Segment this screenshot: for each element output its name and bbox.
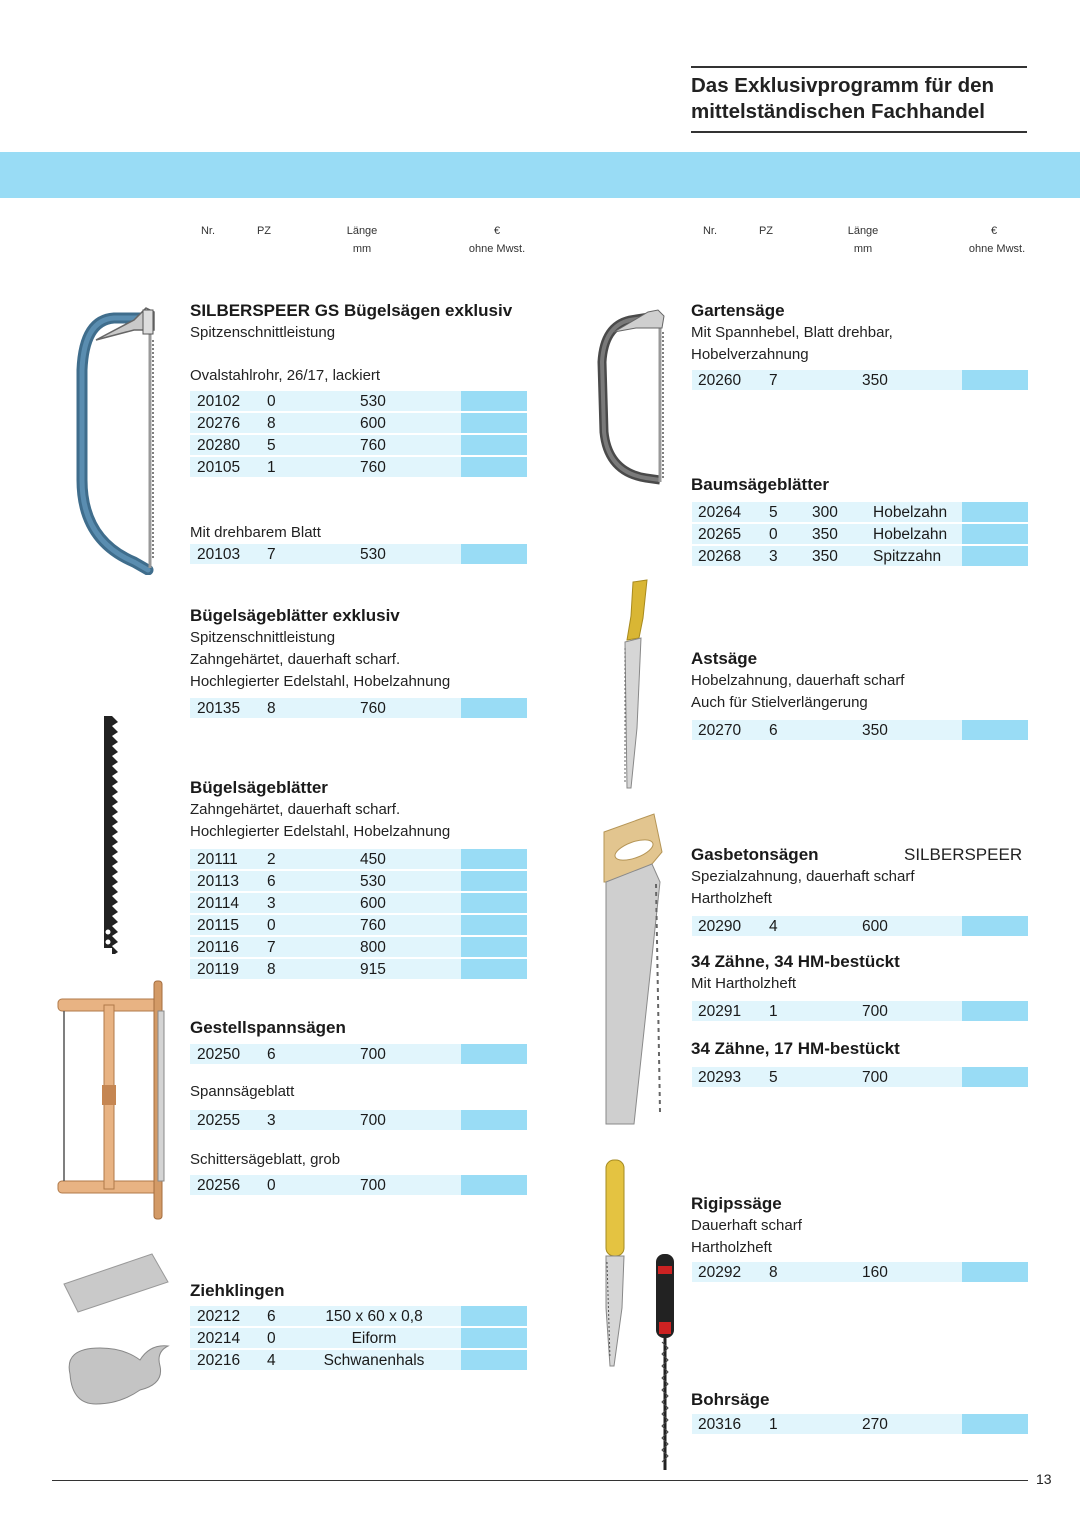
article-number: 20290 bbox=[698, 918, 742, 935]
pz-digit: 5 bbox=[769, 504, 778, 521]
article-number: 20293 bbox=[698, 1069, 742, 1086]
pz-digit: 4 bbox=[769, 918, 778, 935]
page-header bbox=[691, 66, 1027, 133]
length-value: 760 bbox=[360, 437, 386, 454]
length-value: 600 bbox=[360, 415, 386, 432]
article-number: 20214 bbox=[197, 1330, 241, 1347]
section-title: Gartensäge bbox=[691, 301, 785, 320]
product-row bbox=[692, 502, 1028, 522]
section-subtitle: Zahngehärtet, dauerhaft scharf. bbox=[190, 651, 401, 668]
scraper-rectangle-icon bbox=[60, 1250, 172, 1314]
length-value: 700 bbox=[360, 1046, 386, 1063]
header-line-2: mittelständischen Fachhandel bbox=[691, 100, 985, 123]
col-header-ohne-mwst-right: ohne Mwst. bbox=[968, 243, 1026, 255]
article-number: 20256 bbox=[197, 1177, 241, 1194]
price-cell bbox=[461, 1350, 527, 1370]
product-row bbox=[692, 916, 1028, 936]
length-value: 530 bbox=[360, 393, 386, 410]
pz-digit: 8 bbox=[769, 1264, 778, 1281]
product-row bbox=[692, 1262, 1028, 1282]
section-title: Bügelsägeblätter exklusiv bbox=[190, 606, 400, 625]
page-number: 13 bbox=[1036, 1471, 1052, 1487]
price-cell bbox=[461, 413, 527, 433]
length-value: 800 bbox=[360, 939, 386, 956]
product-row bbox=[190, 937, 527, 957]
article-number: 20260 bbox=[698, 372, 742, 389]
col-header-laenge-left: Länge bbox=[346, 225, 378, 237]
article-number: 20114 bbox=[197, 895, 239, 912]
pz-digit: 8 bbox=[267, 961, 276, 978]
price-cell bbox=[461, 893, 527, 913]
pz-digit: 0 bbox=[267, 1330, 276, 1347]
col-header-laenge-right: Länge bbox=[847, 225, 879, 237]
section-title: Bügelsägeblätter bbox=[190, 778, 328, 797]
product-row bbox=[692, 524, 1028, 544]
length-value: 350 bbox=[812, 548, 838, 565]
article-number: 20292 bbox=[698, 1264, 742, 1281]
section-title: Rigipssäge bbox=[691, 1194, 782, 1213]
length-value: 760 bbox=[360, 459, 386, 476]
product-row bbox=[190, 413, 527, 433]
product-row bbox=[692, 546, 1028, 566]
section-subtitle: Hochlegierter Edelstahl, Hobelzahnung bbox=[190, 823, 451, 840]
price-cell bbox=[461, 1044, 527, 1064]
section-subtitle: Hobelzahnung, dauerhaft scharf bbox=[691, 672, 905, 689]
section-title: 34 Zähne, 34 HM-bestückt bbox=[691, 952, 900, 971]
price-cell bbox=[461, 849, 527, 869]
pz-digit: 3 bbox=[769, 548, 778, 565]
length-value: 700 bbox=[360, 1177, 386, 1194]
length-value: 350 bbox=[812, 526, 838, 543]
article-number: 20115 bbox=[197, 917, 239, 934]
pz-digit: 5 bbox=[267, 437, 276, 454]
col-header-mm-right: mm bbox=[853, 243, 873, 255]
pz-digit: 7 bbox=[769, 372, 778, 389]
product-row bbox=[190, 698, 527, 718]
section-title: Baumsägeblätter bbox=[691, 475, 829, 494]
product-row bbox=[692, 1414, 1028, 1434]
pz-digit: 8 bbox=[267, 700, 276, 717]
length-value: 160 bbox=[862, 1264, 888, 1281]
price-cell bbox=[461, 959, 527, 979]
length-value: 760 bbox=[360, 700, 386, 717]
price-cell bbox=[461, 915, 527, 935]
price-cell bbox=[962, 1067, 1028, 1087]
pz-digit: 0 bbox=[769, 526, 778, 543]
price-cell bbox=[461, 435, 527, 455]
article-number: 20119 bbox=[197, 961, 239, 978]
pz-digit: 7 bbox=[267, 546, 276, 563]
col-header-nr-right: Nr. bbox=[702, 225, 718, 237]
price-cell bbox=[461, 937, 527, 957]
length-value: 150 x 60 x 0,8 bbox=[325, 1308, 423, 1325]
pz-digit: 1 bbox=[769, 1416, 778, 1433]
length-value: 700 bbox=[360, 1112, 386, 1129]
product-row bbox=[692, 720, 1028, 740]
pz-digit: 0 bbox=[267, 917, 276, 934]
pz-digit: 2 bbox=[267, 851, 276, 868]
price-cell bbox=[962, 370, 1028, 390]
pz-digit: 5 bbox=[769, 1069, 778, 1086]
col-header-pz-right: PZ bbox=[758, 225, 774, 237]
article-number: 20212 bbox=[197, 1308, 241, 1325]
article-number: 20102 bbox=[197, 393, 241, 410]
product-row bbox=[692, 1067, 1028, 1087]
section-subtitle: Hartholzheft bbox=[691, 1239, 772, 1256]
section-subtitle: Spitzenschnittleistung bbox=[190, 324, 336, 341]
section-title: Ziehklingen bbox=[190, 1281, 285, 1300]
article-number: 20316 bbox=[698, 1416, 742, 1433]
section-subtitle: Mit Spannhebel, Blatt drehbar, bbox=[691, 324, 893, 341]
pz-digit: 6 bbox=[267, 873, 276, 890]
col-header-euro-left: € bbox=[493, 225, 501, 237]
product-row bbox=[190, 1175, 527, 1195]
article-number: 20111 bbox=[197, 851, 238, 868]
pz-digit: 0 bbox=[267, 393, 276, 410]
blue-band bbox=[0, 152, 1080, 198]
pz-digit: 1 bbox=[769, 1003, 778, 1020]
product-row bbox=[190, 893, 527, 913]
footer-rule bbox=[52, 1480, 1028, 1481]
article-number: 20135 bbox=[197, 700, 241, 717]
article-number: 20116 bbox=[197, 939, 239, 956]
product-row bbox=[190, 1044, 527, 1064]
price-cell bbox=[962, 1262, 1028, 1282]
section-subtitle: Hochlegierter Edelstahl, Hobelzahnung bbox=[190, 673, 451, 690]
product-row bbox=[692, 1001, 1028, 1021]
product-row bbox=[190, 871, 527, 891]
garden-saw-icon bbox=[596, 302, 672, 488]
section-subtitle: Spannsägeblatt bbox=[190, 1083, 295, 1100]
section-subtitle: Spezialzahnung, dauerhaft scharf bbox=[691, 868, 915, 885]
frame-saw-icon bbox=[54, 975, 174, 1220]
section-title: 34 Zähne, 17 HM-bestückt bbox=[691, 1039, 900, 1058]
product-row bbox=[190, 915, 527, 935]
pz-digit: 6 bbox=[267, 1308, 276, 1325]
col-header-pz-left: PZ bbox=[256, 225, 272, 237]
length-value: Schwanenhals bbox=[323, 1352, 425, 1369]
product-row bbox=[190, 435, 527, 455]
article-number: 20105 bbox=[197, 459, 241, 476]
section-title: Astsäge bbox=[691, 649, 758, 668]
price-cell bbox=[962, 502, 1028, 522]
price-cell bbox=[962, 524, 1028, 544]
col-header-euro-right: € bbox=[990, 225, 998, 237]
pz-digit: 6 bbox=[267, 1046, 276, 1063]
price-cell bbox=[461, 544, 527, 564]
tooth-type: Hobelzahn bbox=[873, 526, 948, 543]
article-number: 20216 bbox=[197, 1352, 241, 1369]
product-row bbox=[190, 457, 527, 477]
pz-digit: 6 bbox=[769, 722, 778, 739]
article-number: 20291 bbox=[698, 1003, 742, 1020]
article-number: 20255 bbox=[197, 1112, 241, 1129]
drywall-saw-icon bbox=[600, 1158, 630, 1368]
length-value: 300 bbox=[812, 504, 838, 521]
length-value: 350 bbox=[862, 722, 888, 739]
product-row bbox=[190, 849, 527, 869]
article-number: 20276 bbox=[197, 415, 241, 432]
section-subtitle: Schittersägeblatt, grob bbox=[190, 1151, 341, 1168]
section-title: SILBERSPEER GS Bügelsägen exklusiv bbox=[190, 301, 513, 320]
length-value: 915 bbox=[360, 961, 386, 978]
product-row bbox=[190, 544, 527, 564]
price-cell bbox=[461, 871, 527, 891]
pz-digit: 7 bbox=[267, 939, 276, 956]
product-row bbox=[190, 391, 527, 411]
price-cell bbox=[962, 546, 1028, 566]
price-cell bbox=[461, 1175, 527, 1195]
article-number: 20270 bbox=[698, 722, 742, 739]
section-subtitle: Mit Hartholzheft bbox=[691, 975, 797, 992]
length-value: 450 bbox=[360, 851, 386, 868]
product-row bbox=[692, 370, 1028, 390]
saw-blade-icon bbox=[98, 712, 122, 954]
col-header-nr-left: Nr. bbox=[200, 225, 216, 237]
price-cell bbox=[461, 1328, 527, 1348]
price-cell bbox=[461, 391, 527, 411]
hacksaw-blue-icon bbox=[74, 300, 164, 575]
section-title: Bohrsäge bbox=[691, 1390, 770, 1409]
length-value: Eiform bbox=[351, 1330, 397, 1347]
article-number: 20265 bbox=[698, 526, 742, 543]
article-number: 20280 bbox=[197, 437, 241, 454]
price-cell bbox=[461, 698, 527, 718]
pz-digit: 1 bbox=[267, 459, 276, 476]
brand-label: SILBERSPEER bbox=[904, 845, 1023, 864]
length-value: 530 bbox=[360, 546, 386, 563]
price-cell bbox=[962, 1001, 1028, 1021]
section-subtitle: Zahngehärtet, dauerhaft scharf. bbox=[190, 801, 401, 818]
product-row bbox=[190, 1350, 527, 1370]
price-cell bbox=[962, 916, 1028, 936]
section-title: Gasbetonsägen bbox=[691, 845, 819, 864]
product-row bbox=[190, 1328, 527, 1348]
product-row bbox=[190, 1306, 527, 1326]
tooth-type: Hobelzahn bbox=[873, 504, 948, 521]
section-subtitle: Hartholzheft bbox=[691, 890, 772, 907]
length-value: 700 bbox=[862, 1003, 888, 1020]
price-cell bbox=[461, 457, 527, 477]
section-subtitle: Spitzenschnittleistung bbox=[190, 629, 336, 646]
col-header-mm-left: mm bbox=[352, 243, 372, 255]
section-subtitle: Hobelverzahnung bbox=[691, 346, 809, 363]
length-value: 530 bbox=[360, 873, 386, 890]
article-number: 20264 bbox=[698, 504, 742, 521]
length-value: 350 bbox=[862, 372, 888, 389]
pruning-saw-icon bbox=[613, 578, 653, 790]
product-row bbox=[190, 959, 527, 979]
section-subtitle: Dauerhaft scharf bbox=[691, 1217, 802, 1234]
pz-digit: 0 bbox=[267, 1177, 276, 1194]
length-value: 760 bbox=[360, 917, 386, 934]
pz-digit: 4 bbox=[267, 1352, 276, 1369]
length-value: 700 bbox=[862, 1069, 888, 1086]
price-cell bbox=[962, 1414, 1028, 1434]
col-header-ohne-mwst-left: ohne Mwst. bbox=[468, 243, 526, 255]
aerated-concrete-saw-icon bbox=[600, 812, 670, 1127]
price-cell bbox=[461, 1306, 527, 1326]
length-value: 600 bbox=[862, 918, 888, 935]
article-number: 20250 bbox=[197, 1046, 241, 1063]
drill-saw-icon bbox=[652, 1252, 678, 1474]
pz-digit: 3 bbox=[267, 895, 276, 912]
tooth-type: Spitzzahn bbox=[873, 548, 942, 565]
header-line-1: Das Exklusivprogramm für den bbox=[691, 74, 995, 97]
scraper-gooseneck-icon bbox=[60, 1338, 176, 1410]
pz-digit: 3 bbox=[267, 1112, 276, 1129]
section-title: Gestellspannsägen bbox=[190, 1018, 346, 1037]
article-number: 20268 bbox=[698, 548, 742, 565]
section-subtitle: Mit drehbarem Blatt bbox=[190, 524, 321, 541]
product-row bbox=[190, 1110, 527, 1130]
length-value: 270 bbox=[862, 1416, 888, 1433]
pz-digit: 8 bbox=[267, 415, 276, 432]
price-cell bbox=[962, 720, 1028, 740]
price-cell bbox=[461, 1110, 527, 1130]
section-subtitle: Ovalstahlrohr, 26/17, lackiert bbox=[190, 367, 381, 384]
length-value: 600 bbox=[360, 895, 386, 912]
section-subtitle: Auch für Stielverlängerung bbox=[691, 694, 868, 711]
article-number: 20113 bbox=[197, 873, 239, 890]
article-number: 20103 bbox=[197, 546, 241, 563]
